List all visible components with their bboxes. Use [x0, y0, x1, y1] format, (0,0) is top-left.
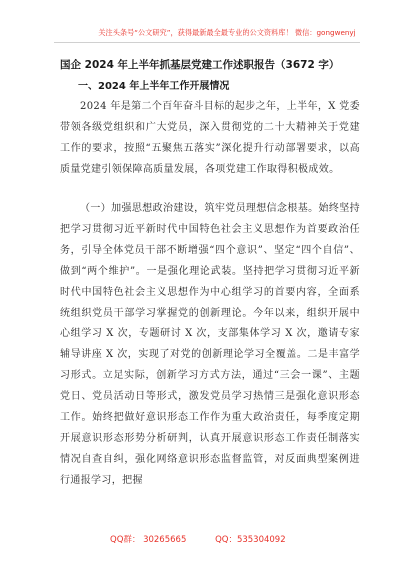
section-heading: 一、2024 年上半年工作开展情况 [78, 81, 230, 92]
contact-footer [110, 532, 330, 548]
document-title: 国企 2024 年上半年抓基层党建工作述职报告（3672 字） [60, 59, 340, 71]
qq-number: QQ：535304092 [215, 535, 286, 545]
body-paragraph-1: 2024 年是第二个百年奋斗目标的起步之年，上半年，X 党委带领各级党组织和广大党员，深入贯彻党的二十大精神关于党建工作的要求，按照“五聚焦五落实”深化提升行动部署要求，以高质量党建引领保障高质量发展，各项党建工作取得积极成效。 [60, 101, 360, 175]
promo-banner: 关注头条号“公文研究”，获得最新最全最专业的公文资料库！ 微信：gongwenyj [98, 28, 356, 37]
qq-group-number: QQ群： 30265665 [110, 535, 187, 545]
body-paragraph-2: （一）加强思想政治建设，筑牢党员理想信念根基。始终坚持把学习贯彻习近平新时代中国特色社会主义思想作为首要政治任务，引导全体党员干部不断增强“四个意识”、坚定“四个自信”、做到“两个维护”。一是强化理论武装。坚持把学习贯彻习近平新时代中国特色社会主义思想作为中心组学习的首要内容，全面系统组织党员干部学习掌握党的创新理论。今年以来，组织开展中心组学习 X 次，专题研讨 X 次，支部集体学习 X 次，邀请专家辅导讲座 X 次，实现了对党的创新理论学习全覆盖。二是丰富学习形式。立足实际，创新学习方式方法，通过“三会一课”、主题党日、党员活动日等形式，激发党员学习热情三是强化意识形态工作。始终把做好意识形态工作作为重大政治责任，每季度定期开展意识形态形势分析研判，认真开展意识形态工作责任制落实情况自查自纠，强化网络意识形态监督监管，对反面典型案例进行通报学习，把握 [60, 203, 360, 486]
banner-divider [54, 42, 360, 43]
